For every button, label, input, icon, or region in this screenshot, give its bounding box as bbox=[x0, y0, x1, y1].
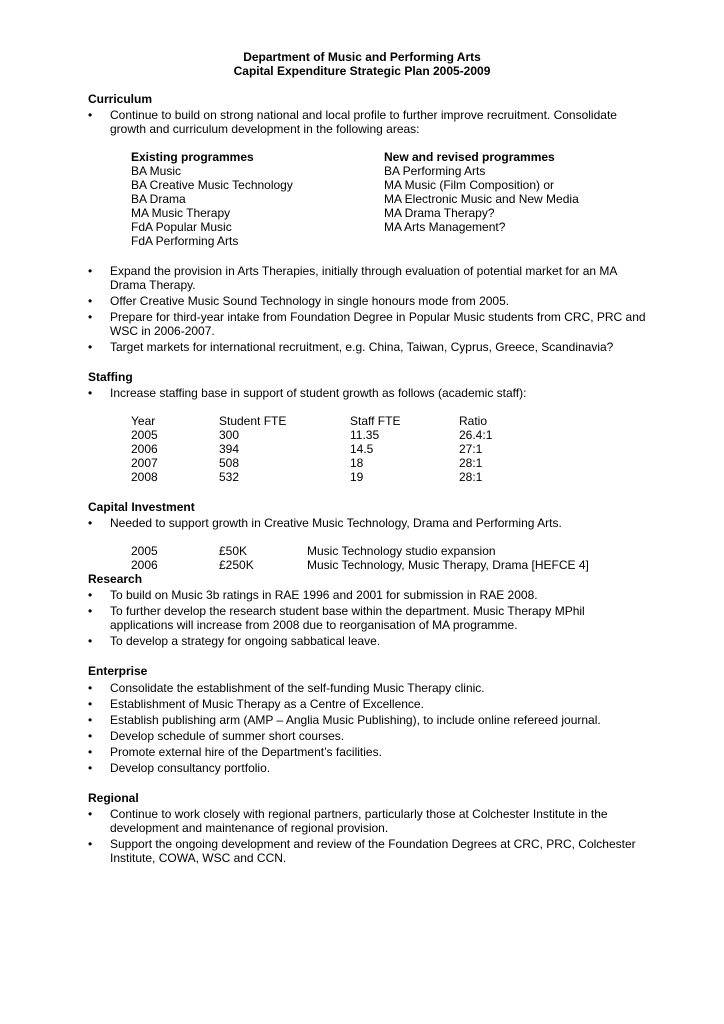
table-cell: £50K bbox=[219, 544, 248, 558]
table-cell: 28:1 bbox=[459, 456, 483, 470]
research-heading: Research bbox=[88, 572, 143, 586]
staffing-table bbox=[131, 414, 539, 484]
table-cell: 2008 bbox=[131, 470, 158, 484]
staffing-intro-list bbox=[88, 386, 648, 402]
table-header: Staff FTE bbox=[350, 414, 401, 428]
table-cell: 2006 bbox=[131, 558, 158, 572]
table-cell: £250K bbox=[219, 558, 254, 572]
capital-intro: • Needed to support growth in Creative Music Technology, Drama and Performing Arts. bbox=[88, 516, 648, 530]
curriculum-bullet: • Target markets for international recruitment, e.g. China, Taiwan, Cyprus, Greece, Scandinavia? bbox=[88, 340, 648, 354]
curriculum-heading: Curriculum bbox=[88, 92, 153, 106]
table-cell: 394 bbox=[219, 442, 240, 456]
research-bullet: • To develop a strategy for ongoing sabbatical leave. bbox=[88, 634, 648, 648]
table-cell: 508 bbox=[219, 456, 240, 470]
enterprise-bullets bbox=[88, 681, 648, 777]
table-row bbox=[131, 442, 539, 456]
curriculum-bullet: • Expand the provision in Arts Therapies, initially through evaluation of potential market for an MA Drama Therapy. bbox=[88, 264, 648, 292]
staffing-heading: Staffing bbox=[88, 370, 133, 384]
research-bullet: • To further develop the research student base within the department. Music Therapy MPhil applications will increase from 2008 due to reorganisation of MA programme. bbox=[88, 604, 648, 632]
table-cell: 2006 bbox=[131, 442, 158, 456]
table-cell: 19 bbox=[350, 470, 364, 484]
table-header: Year bbox=[131, 414, 156, 428]
regional-bullets bbox=[88, 807, 648, 867]
new-programme: MA Drama Therapy? bbox=[384, 206, 495, 220]
regional-bullet: • Continue to work closely with regional partners, particularly those at Colchester Institute in the development and maintenance of regional provision. bbox=[88, 807, 648, 835]
capital-table bbox=[131, 544, 589, 572]
existing-programme: FdA Popular Music bbox=[131, 220, 232, 234]
research-bullet: • To build on Music 3b ratings in RAE 1996 and 2001 for submission in RAE 2008. bbox=[88, 588, 648, 602]
table-cell: 2007 bbox=[131, 456, 158, 470]
existing-programme: MA Music Therapy bbox=[131, 206, 231, 220]
table-cell: 2005 bbox=[131, 544, 158, 558]
table-row bbox=[131, 558, 589, 572]
curriculum-intro: • Continue to build on strong national and local profile to further improve recruitment. Consolidate growth and curriculum development in the following areas: bbox=[88, 108, 648, 136]
table-cell: 2005 bbox=[131, 428, 158, 442]
table-cell: 28:1 bbox=[459, 470, 483, 484]
table-header: Ratio bbox=[459, 414, 488, 428]
curriculum-bullets bbox=[88, 264, 648, 356]
table-cell: Music Technology, Music Therapy, Drama [HEFCE 4] bbox=[307, 558, 589, 572]
document-title: Department of Music and Performing Arts bbox=[243, 50, 481, 64]
enterprise-bullet: • Establish publishing arm (AMP – Anglia Music Publishing), to include online refereed journal. bbox=[88, 713, 648, 727]
table-row bbox=[131, 544, 589, 558]
table-cell: 300 bbox=[219, 428, 240, 442]
new-programme: MA Music (Film Composition) or bbox=[384, 178, 555, 192]
table-cell: 18 bbox=[350, 456, 364, 470]
table-cell: 11.35 bbox=[350, 428, 380, 442]
staffing-intro: • Increase staffing base in support of student growth as follows (academic staff): bbox=[88, 386, 648, 400]
enterprise-bullet: • Promote external hire of the Department’s facilities. bbox=[88, 745, 648, 759]
curriculum-bullet: • Prepare for third-year intake from Foundation Degree in Popular Music students from CRC, PRC and WSC in 2006-2007. bbox=[88, 310, 648, 338]
enterprise-heading: Enterprise bbox=[88, 664, 148, 678]
new-programmes-heading: New and revised programmes bbox=[384, 150, 555, 164]
table-cell: 14.5 bbox=[350, 442, 374, 456]
table-header: Student FTE bbox=[219, 414, 287, 428]
table-cell: 27:1 bbox=[459, 442, 483, 456]
existing-programme: BA Creative Music Technology bbox=[131, 178, 293, 192]
enterprise-bullet: • Develop consultancy portfolio. bbox=[88, 761, 648, 775]
enterprise-bullet: • Develop schedule of summer short courses. bbox=[88, 729, 648, 743]
table-cell: 532 bbox=[219, 470, 240, 484]
table-row bbox=[131, 456, 539, 470]
curriculum-bullet: • Offer Creative Music Sound Technology in single honours mode from 2005. bbox=[88, 294, 648, 308]
existing-programmes-list bbox=[131, 150, 293, 248]
existing-programmes-heading: Existing programmes bbox=[131, 150, 254, 164]
table-cell: Music Technology studio expansion bbox=[307, 544, 496, 558]
existing-programme: FdA Performing Arts bbox=[131, 234, 239, 248]
new-programme: BA Performing Arts bbox=[384, 164, 486, 178]
new-programme: MA Electronic Music and New Media bbox=[384, 192, 579, 206]
document-subtitle: Capital Expenditure Strategic Plan 2005-2009 bbox=[233, 64, 491, 78]
regional-bullet: • Support the ongoing development and review of the Foundation Degrees at CRC, PRC, Colchester Institute, COWA, WSC and CCN. bbox=[88, 837, 648, 865]
new-programme: MA Arts Management? bbox=[384, 220, 506, 234]
existing-programme: BA Music bbox=[131, 164, 182, 178]
enterprise-bullet: • Consolidate the establishment of the self-funding Music Therapy clinic. bbox=[88, 681, 648, 695]
table-cell: 26.4:1 bbox=[459, 428, 493, 442]
table-header-row bbox=[131, 414, 539, 428]
research-bullets bbox=[88, 588, 648, 650]
enterprise-bullet: • Establishment of Music Therapy as a Centre of Excellence. bbox=[88, 697, 648, 711]
curriculum-intro-list bbox=[88, 108, 648, 138]
table-row bbox=[131, 428, 539, 442]
capital-heading: Capital Investment bbox=[88, 500, 195, 514]
table-row bbox=[131, 470, 539, 484]
existing-programme: BA Drama bbox=[131, 192, 186, 206]
capital-intro-list bbox=[88, 516, 648, 532]
regional-heading: Regional bbox=[88, 791, 139, 805]
new-programmes-list bbox=[384, 150, 579, 234]
